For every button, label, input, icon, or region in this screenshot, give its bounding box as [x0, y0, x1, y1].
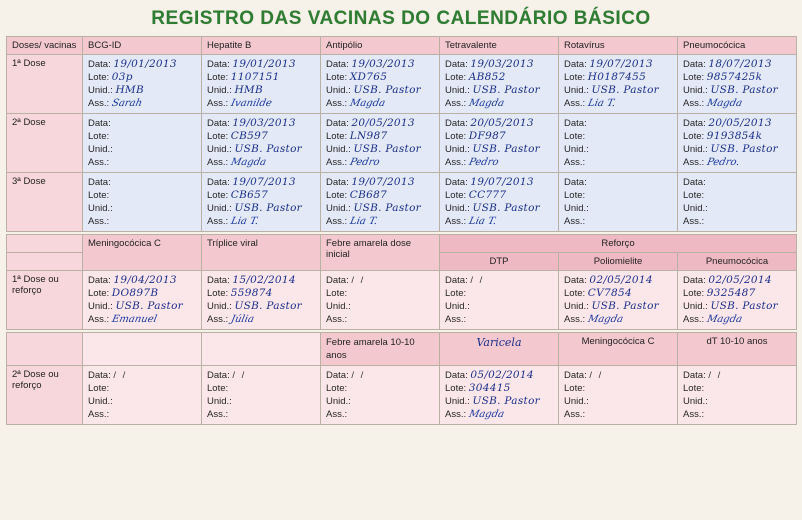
- cell-antipolio-dose1: [321, 55, 440, 114]
- field-label-data: Data:: [564, 177, 587, 188]
- cell-febre-amarela-10-anos: [321, 366, 440, 425]
- value-lote: CV7854: [587, 287, 632, 299]
- field-label-lote: Lote:: [683, 190, 705, 201]
- value-lote: AB852: [468, 71, 506, 83]
- value-unid: USB. Pastor: [234, 300, 303, 312]
- field-label-ass: Ass.:: [207, 314, 229, 325]
- value-lote: H0187455: [587, 71, 647, 83]
- field-label-unid: Unid.:: [683, 85, 708, 96]
- field-label-data: Data:: [207, 177, 230, 188]
- cell-varicela: [440, 366, 559, 425]
- field-label-ass: Ass.:: [564, 314, 586, 325]
- field-label-unid: Unid.:: [564, 85, 589, 96]
- field-label-ass: Ass.:: [683, 314, 705, 325]
- value-lote: 03p: [111, 71, 133, 83]
- field-label-data: Data:: [683, 118, 706, 129]
- cell-pneumococica-dose2: [678, 114, 797, 173]
- field-label-lote: Lote:: [326, 72, 348, 83]
- value-data: 19/01/2013: [232, 58, 296, 70]
- field-label-unid: Unid.:: [207, 396, 232, 407]
- field-label-unid: Unid.:: [88, 301, 113, 312]
- value-lote: CB657: [230, 189, 269, 201]
- field-label-data: Data:: [445, 118, 468, 129]
- value-data: 15/02/2014: [232, 274, 296, 286]
- cell-s3-col1: [83, 366, 202, 425]
- field-label-data: Data:: [88, 59, 111, 70]
- field-label-ass: Ass.:: [88, 409, 110, 420]
- field-label-data: Data:: [564, 370, 587, 381]
- value-unid: USB. Pastor: [710, 143, 779, 155]
- value-data: 02/05/2014: [708, 274, 772, 286]
- cell-tetravalente-dose2: [440, 114, 559, 173]
- cell-triplice-viral-reforco1: [202, 271, 321, 330]
- value-data: 20/05/2013: [470, 117, 534, 129]
- field-label-unid: Unid.:: [445, 144, 470, 155]
- field-label-unid: Unid.:: [207, 203, 232, 214]
- value-unid: HMB: [115, 84, 144, 96]
- field-label-unid: Unid.:: [683, 203, 708, 214]
- col-header-dtp: DTP: [440, 253, 559, 271]
- field-label-ass: Ass.:: [88, 216, 110, 227]
- field-label-ass: Ass.:: [445, 314, 467, 325]
- cell-poliomielite-reforco1: [559, 271, 678, 330]
- field-label-lote: Lote:: [683, 288, 705, 299]
- value-lote: LN987: [349, 130, 388, 142]
- field-label-ass: Ass.:: [88, 314, 110, 325]
- field-label-unid: Unid.:: [564, 144, 589, 155]
- value-data: 02/05/2014: [589, 274, 653, 286]
- section-1-table: [6, 36, 797, 232]
- value-data: 05/02/2014: [470, 369, 534, 381]
- value-data: 19/03/2013: [232, 117, 296, 129]
- value-data: 19/03/2013: [351, 58, 415, 70]
- field-label-lote: Lote:: [564, 131, 586, 142]
- value-unid: USB. Pastor: [472, 143, 541, 155]
- col-header-varicela: [440, 333, 559, 366]
- value-data-empty: / /: [113, 370, 128, 381]
- field-label-ass: Ass.:: [564, 409, 586, 420]
- spacer-cell-left-3: [7, 333, 83, 366]
- value-signature: Magda: [705, 98, 743, 109]
- field-label-lote: Lote:: [683, 383, 705, 394]
- cell-tetravalente-dose1: [440, 55, 559, 114]
- value-unid: USB. Pastor: [115, 300, 184, 312]
- field-label-ass: Ass.:: [326, 409, 348, 420]
- cell-bcg-dose3: [83, 173, 202, 232]
- cell-pneumococica-reforco1: [678, 271, 797, 330]
- field-label-ass: Ass.:: [564, 157, 586, 168]
- col-header-meningococica-c-2: Meningocócica C: [559, 333, 678, 366]
- field-label-ass: Ass.:: [564, 98, 586, 109]
- section-3-header-row: [7, 333, 797, 366]
- value-signature: Júlia: [229, 314, 255, 325]
- cell-rotavirus-dose1: [559, 55, 678, 114]
- field-label-lote: Lote:: [445, 190, 467, 201]
- field-label-unid: Unid.:: [207, 144, 232, 155]
- field-label-lote: Lote:: [207, 288, 229, 299]
- section-2-table: [6, 234, 797, 330]
- row-label-dose1-ou-reforco: 1ª Dose ou reforço: [7, 271, 83, 330]
- field-label-ass: Ass.:: [326, 157, 348, 168]
- value-data-empty: / /: [589, 370, 604, 381]
- cell-febre-amarela-inicial: [321, 271, 440, 330]
- field-label-lote: Lote:: [207, 131, 229, 142]
- field-label-ass: Ass.:: [445, 157, 467, 168]
- field-label-ass: Ass.:: [207, 157, 229, 168]
- cell-meningococica-c-dose2: [559, 366, 678, 425]
- cell-dt-10-anos: [678, 366, 797, 425]
- spacer-cell-2: [202, 333, 321, 366]
- row-label-dose-1: 1ª Dose: [7, 55, 83, 114]
- field-label-data: Data:: [88, 370, 111, 381]
- field-label-unid: Unid.:: [207, 301, 232, 312]
- field-label-lote: Lote:: [88, 288, 110, 299]
- spacer-cell-left: [7, 235, 83, 253]
- cell-dtp-reforco1: [440, 271, 559, 330]
- value-signature: Sarah: [110, 98, 143, 109]
- field-label-data: Data:: [564, 59, 587, 70]
- field-label-data: Data:: [88, 118, 111, 129]
- value-lote: XD765: [349, 71, 388, 83]
- field-label-data: Data:: [683, 275, 706, 286]
- value-unid: USB. Pastor: [353, 202, 422, 214]
- col-header-poliomielite: Poliomielite: [559, 253, 678, 271]
- value-data: 19/07/2013: [589, 58, 653, 70]
- value-unid: HMB: [234, 84, 263, 96]
- col-header-febre-amarela-10-anos: Febre amarela 10-10 anos: [321, 333, 440, 366]
- field-label-unid: Unid.:: [445, 301, 470, 312]
- field-label-data: Data:: [445, 370, 468, 381]
- field-label-unid: Unid.:: [564, 396, 589, 407]
- field-label-unid: Unid.:: [207, 85, 232, 96]
- value-signature: Magda: [467, 409, 505, 420]
- value-lote: 9325487: [706, 287, 756, 299]
- row-label-dose-3: 3ª Dose: [7, 173, 83, 232]
- cell-antipolio-dose3: [321, 173, 440, 232]
- value-signature: Magda: [229, 157, 267, 168]
- field-label-unid: Unid.:: [683, 144, 708, 155]
- field-label-lote: Lote:: [564, 72, 586, 83]
- value-unid: USB. Pastor: [472, 395, 541, 407]
- col-header-dt-10-anos: dT 10-10 anos: [678, 333, 797, 366]
- value-signature: Ivanilde: [229, 98, 273, 109]
- cell-hepatiteb-dose2: [202, 114, 321, 173]
- field-label-data: Data:: [326, 370, 349, 381]
- value-lote: CB687: [349, 189, 388, 201]
- page-title: REGISTRO DAS VACINAS DO CALENDÁRIO BÁSICO: [151, 8, 651, 29]
- value-lote: 9193854k: [706, 130, 763, 142]
- value-signature: Magda: [348, 98, 386, 109]
- field-label-lote: Lote:: [207, 72, 229, 83]
- value-lote: 304415: [468, 382, 511, 394]
- field-label-data: Data:: [445, 177, 468, 188]
- field-label-unid: Unid.:: [88, 144, 113, 155]
- value-signature: Emanuel: [110, 314, 158, 325]
- field-label-ass: Ass.:: [564, 216, 586, 227]
- col-header-pneumococica-reforco: Pneumocócica: [678, 253, 797, 271]
- field-label-lote: Lote:: [88, 72, 110, 83]
- field-label-data: Data:: [326, 118, 349, 129]
- value-data-empty: / /: [232, 370, 247, 381]
- field-label-unid: Unid.:: [326, 203, 351, 214]
- field-label-lote: Lote:: [445, 288, 467, 299]
- field-label-ass: Ass.:: [683, 157, 705, 168]
- col-header-varicela-label: Varicela: [476, 336, 522, 349]
- value-signature: Lia T.: [229, 216, 260, 227]
- field-label-unid: Unid.:: [326, 396, 351, 407]
- field-label-ass: Ass.:: [445, 409, 467, 420]
- row-label-dose-2: 2ª Dose: [7, 114, 83, 173]
- value-signature: Pedro: [348, 157, 381, 168]
- cell-hepatiteb-dose1: [202, 55, 321, 114]
- value-unid: USB. Pastor: [710, 84, 779, 96]
- field-label-unid: Unid.:: [88, 203, 113, 214]
- value-unid: USB. Pastor: [353, 143, 422, 155]
- field-label-unid: Unid.:: [564, 301, 589, 312]
- value-lote: DF987: [468, 130, 507, 142]
- value-data: 19/03/2013: [470, 58, 534, 70]
- cell-hepatiteb-dose3: [202, 173, 321, 232]
- col-header-hepatite-b: Hepatite B: [202, 37, 321, 55]
- field-label-data: Data:: [683, 59, 706, 70]
- field-label-ass: Ass.:: [88, 98, 110, 109]
- cell-antipolio-dose2: [321, 114, 440, 173]
- table-row: [7, 366, 797, 425]
- col-header-meningococica-c: Meningocócica C: [83, 235, 202, 271]
- field-label-data: Data:: [88, 177, 111, 188]
- field-label-unid: Unid.:: [683, 301, 708, 312]
- value-data-empty: / /: [708, 370, 723, 381]
- field-label-data: Data:: [207, 370, 230, 381]
- field-label-ass: Ass.:: [326, 314, 348, 325]
- field-label-ass: Ass.:: [207, 409, 229, 420]
- cell-bcg-dose2: [83, 114, 202, 173]
- table-row: [7, 55, 797, 114]
- field-label-lote: Lote:: [88, 131, 110, 142]
- field-label-lote: Lote:: [445, 383, 467, 394]
- field-label-ass: Ass.:: [445, 98, 467, 109]
- field-label-data: Data:: [326, 177, 349, 188]
- value-data: 19/04/2013: [113, 274, 177, 286]
- value-data-empty: / /: [470, 275, 485, 286]
- col-header-bcg: BCG-ID: [83, 37, 202, 55]
- field-label-lote: Lote:: [683, 72, 705, 83]
- field-label-lote: Lote:: [326, 190, 348, 201]
- value-data-empty: / /: [351, 370, 366, 381]
- field-label-data: Data:: [326, 275, 349, 286]
- field-label-unid: Unid.:: [88, 396, 113, 407]
- table-row: [7, 114, 797, 173]
- field-label-lote: Lote:: [445, 131, 467, 142]
- cell-meningococica-c-reforco1: [83, 271, 202, 330]
- row-label-dose2-ou-reforco: 2ª Dose ou reforço: [7, 366, 83, 425]
- section-1-header-row: [7, 37, 797, 55]
- field-label-unid: Unid.:: [445, 396, 470, 407]
- col-header-doses: Doses/ vacinas: [7, 37, 83, 55]
- cell-s3-col2: [202, 366, 321, 425]
- col-header-antipolio: Antipólio: [321, 37, 440, 55]
- field-label-lote: Lote:: [564, 288, 586, 299]
- field-label-lote: Lote:: [326, 383, 348, 394]
- field-label-ass: Ass.:: [683, 409, 705, 420]
- field-label-lote: Lote:: [683, 131, 705, 142]
- field-label-lote: Lote:: [88, 383, 110, 394]
- value-signature: Lia T.: [467, 216, 498, 227]
- col-header-febre-amarela-inicial: Febre amarela dose inicial: [321, 235, 440, 271]
- value-unid: USB. Pastor: [591, 300, 660, 312]
- field-label-unid: Unid.:: [326, 85, 351, 96]
- cell-bcg-dose1: [83, 55, 202, 114]
- value-signature: Magda: [705, 314, 743, 325]
- field-label-unid: Unid.:: [326, 144, 351, 155]
- field-label-unid: Unid.:: [564, 203, 589, 214]
- value-data-empty: / /: [351, 275, 366, 286]
- value-unid: USB. Pastor: [234, 143, 303, 155]
- value-lote: DO897B: [111, 287, 159, 299]
- table-row: [7, 271, 797, 330]
- field-label-unid: Unid.:: [326, 301, 351, 312]
- field-label-lote: Lote:: [207, 383, 229, 394]
- value-signature: Pedro: [467, 157, 500, 168]
- cell-rotavirus-dose3: [559, 173, 678, 232]
- col-header-pneumococica: Pneumocócica: [678, 37, 797, 55]
- cell-pneumococica-dose3: [678, 173, 797, 232]
- field-label-ass: Ass.:: [207, 98, 229, 109]
- value-data: 19/07/2013: [351, 176, 415, 188]
- value-lote: 9857425k: [706, 71, 763, 83]
- value-unid: USB. Pastor: [472, 84, 541, 96]
- reforco-bar-row: [7, 235, 797, 253]
- value-unid: USB. Pastor: [710, 300, 779, 312]
- field-label-data: Data:: [683, 177, 706, 188]
- value-unid: USB. Pastor: [472, 202, 541, 214]
- field-label-unid: Unid.:: [683, 396, 708, 407]
- cell-rotavirus-dose2: [559, 114, 678, 173]
- field-label-lote: Lote:: [564, 190, 586, 201]
- field-label-lote: Lote:: [564, 383, 586, 394]
- field-label-unid: Unid.:: [445, 85, 470, 96]
- cell-pneumococica-dose1: [678, 55, 797, 114]
- value-unid: USB. Pastor: [234, 202, 303, 214]
- value-lote: 1107151: [230, 71, 280, 83]
- value-data: 18/07/2013: [708, 58, 772, 70]
- value-lote: 559874: [230, 287, 273, 299]
- section-3-table: [6, 332, 797, 425]
- col-header-triplice-viral: Tríplice viral: [202, 235, 321, 271]
- value-data: 20/05/2013: [351, 117, 415, 129]
- value-data: 19/01/2013: [113, 58, 177, 70]
- field-label-ass: Ass.:: [207, 216, 229, 227]
- value-data: 20/05/2013: [708, 117, 772, 129]
- value-signature: Lia T.: [586, 98, 617, 109]
- value-data: 19/07/2013: [232, 176, 296, 188]
- field-label-ass: Ass.:: [445, 216, 467, 227]
- value-unid: USB. Pastor: [591, 84, 660, 96]
- field-label-data: Data:: [445, 59, 468, 70]
- field-label-data: Data:: [445, 275, 468, 286]
- value-unid: USB. Pastor: [353, 84, 422, 96]
- field-label-lote: Lote:: [88, 190, 110, 201]
- field-label-data: Data:: [683, 370, 706, 381]
- field-label-unid: Unid.:: [445, 203, 470, 214]
- spacer-cell-1: [83, 333, 202, 366]
- field-label-data: Data:: [564, 118, 587, 129]
- field-label-data: Data:: [207, 275, 230, 286]
- value-data: 19/07/2013: [470, 176, 534, 188]
- value-lote: CC777: [468, 189, 507, 201]
- spacer-cell-left-2: [7, 253, 83, 271]
- field-label-ass: Ass.:: [683, 216, 705, 227]
- field-label-lote: Lote:: [207, 190, 229, 201]
- value-signature: Pedro.: [705, 157, 741, 168]
- field-label-ass: Ass.:: [88, 157, 110, 168]
- group-header-reforco: Reforço: [440, 235, 797, 253]
- field-label-data: Data:: [88, 275, 111, 286]
- field-label-lote: Lote:: [445, 72, 467, 83]
- field-label-lote: Lote:: [326, 288, 348, 299]
- field-label-ass: Ass.:: [326, 98, 348, 109]
- field-label-ass: Ass.:: [683, 98, 705, 109]
- value-signature: Lia T.: [348, 216, 379, 227]
- value-lote: CB597: [230, 130, 269, 142]
- cell-tetravalente-dose3: [440, 173, 559, 232]
- value-signature: Magda: [586, 314, 624, 325]
- field-label-data: Data:: [326, 59, 349, 70]
- value-signature: Magda: [467, 98, 505, 109]
- field-label-data: Data:: [564, 275, 587, 286]
- field-label-unid: Unid.:: [88, 85, 113, 96]
- col-header-rotavirus: Rotavírus: [559, 37, 678, 55]
- col-header-tetravalente: Tetravalente: [440, 37, 559, 55]
- field-label-lote: Lote:: [326, 131, 348, 142]
- field-label-data: Data:: [207, 118, 230, 129]
- field-label-data: Data:: [207, 59, 230, 70]
- table-row: [7, 173, 797, 232]
- field-label-ass: Ass.:: [326, 216, 348, 227]
